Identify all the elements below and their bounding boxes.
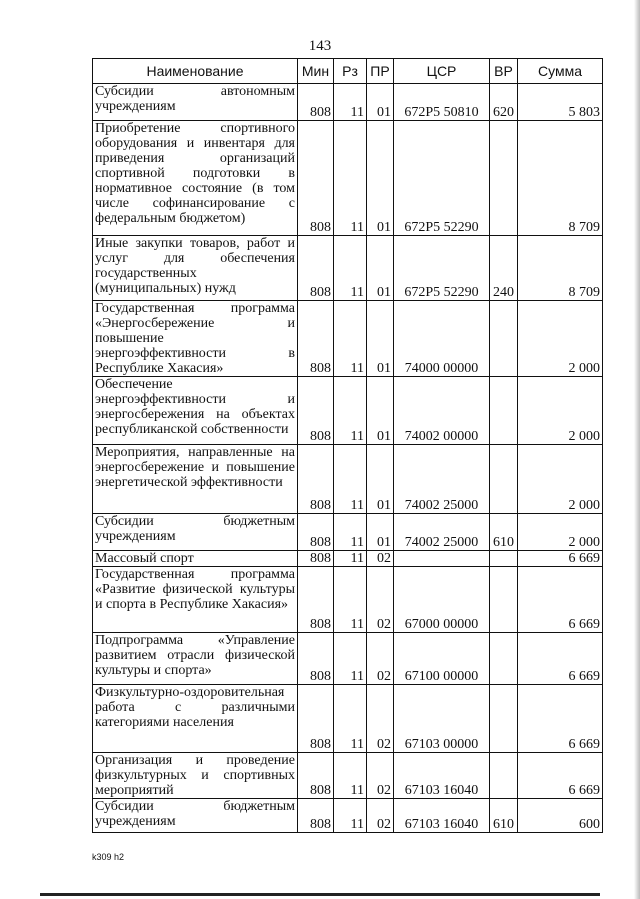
row-sum: 6 669 [518,567,603,633]
row-pr: 01 [367,514,394,551]
row-min: 808 [298,567,334,633]
row-min: 808 [298,121,334,236]
row-vr [490,551,518,567]
row-min: 808 [298,301,334,377]
row-pr: 02 [367,567,394,633]
row-csr: 67103 00000 [394,685,490,753]
table-row [93,377,603,445]
header-row [93,59,603,84]
row-sum: 2 000 [518,377,603,445]
row-min: 808 [298,551,334,567]
row-name: Организация и проведение физкультурных и спортивных мероприятий [93,753,298,799]
row-name: Субсидии бюджетным учреждениям [93,799,298,833]
row-name: Физкультурно-оздоровительная работа с различными категориями населения [93,685,298,753]
table-row [93,445,603,514]
row-sum: 2 000 [518,445,603,514]
row-vr [490,753,518,799]
row-vr: 240 [490,236,518,301]
row-rz: 11 [334,84,367,121]
row-rz: 11 [334,633,367,685]
row-sum: 2 000 [518,514,603,551]
row-rz: 11 [334,799,367,833]
row-vr: 610 [490,799,518,833]
row-min: 808 [298,799,334,833]
row-vr [490,445,518,514]
row-csr: 67103 16040 [394,799,490,833]
row-csr: 74002 00000 [394,377,490,445]
row-vr [490,633,518,685]
table-row [93,236,603,301]
row-rz: 11 [334,377,367,445]
header-sum: Сумма [518,59,603,84]
row-vr [490,301,518,377]
row-vr [490,685,518,753]
header-csr: ЦСР [394,59,490,84]
table-row [93,121,603,236]
row-vr [490,377,518,445]
row-csr: 74002 25000 [394,445,490,514]
row-sum: 8 709 [518,121,603,236]
row-name: Субсидии автономным учреждениям [93,84,298,121]
row-rz: 11 [334,121,367,236]
row-sum: 6 669 [518,753,603,799]
row-name: Подпрограмма «Управление развитием отрасли физической культуры и спорта» [93,633,298,685]
row-sum: 6 669 [518,633,603,685]
table-row [93,514,603,551]
row-pr: 01 [367,445,394,514]
budget-table [92,58,603,833]
row-name: Иные закупки товаров, работ и услуг для обеспечения государственных (муниципальных) нужд [93,236,298,301]
row-vr [490,121,518,236]
header-pr: ПР [367,59,394,84]
row-pr: 02 [367,685,394,753]
row-rz: 11 [334,567,367,633]
table-row [93,799,603,833]
row-pr: 01 [367,236,394,301]
table-row [93,567,603,633]
row-csr: 672Р5 50810 [394,84,490,121]
row-vr: 620 [490,84,518,121]
header-vr: ВР [490,59,518,84]
row-min: 808 [298,84,334,121]
table-row [93,84,603,121]
row-csr: 67100 00000 [394,633,490,685]
row-rz: 11 [334,445,367,514]
header-rz: Рз [334,59,367,84]
header-min: Мин [298,59,334,84]
row-name: Государственная программа «Энергосбережение и повышение энергоэффективности в Республике Хакасия» [93,301,298,377]
table-row [93,685,603,753]
row-name: Приобретение спортивного оборудования и инвентаря для приведения организаций спортивной подготовки в нормативное состояние (в том числе софинансирование с федеральным бюджетом) [93,121,298,236]
row-pr: 02 [367,753,394,799]
scan-artifact-line [40,893,600,896]
row-rz: 11 [334,685,367,753]
row-min: 808 [298,377,334,445]
row-name: Обеспечение энергоэффективности и энергосбережения на объектах республиканской собственности [93,377,298,445]
row-sum: 8 709 [518,236,603,301]
row-rz: 11 [334,301,367,377]
row-sum: 5 803 [518,84,603,121]
row-min: 808 [298,685,334,753]
row-min: 808 [298,514,334,551]
table-row [93,633,603,685]
row-rz: 11 [334,753,367,799]
row-pr: 02 [367,799,394,833]
row-min: 808 [298,753,334,799]
row-csr: 672Р5 52290 [394,236,490,301]
row-sum: 6 669 [518,685,603,753]
row-min: 808 [298,445,334,514]
header-name: Наименование [93,59,298,84]
table-row [93,551,603,567]
row-sum: 6 669 [518,551,603,567]
row-pr: 01 [367,301,394,377]
row-pr: 01 [367,84,394,121]
row-csr: 67103 16040 [394,753,490,799]
scan-artifact-edge [634,0,640,899]
row-sum: 2 000 [518,301,603,377]
row-min: 808 [298,236,334,301]
row-vr: 610 [490,514,518,551]
table-row [93,753,603,799]
footer-code: k309 h2 [92,852,125,862]
table-row [93,301,603,377]
row-csr [394,551,490,567]
row-vr [490,567,518,633]
row-csr: 67000 00000 [394,567,490,633]
row-name: Массовый спорт [93,551,298,567]
row-pr: 01 [367,121,394,236]
row-csr: 74002 25000 [394,514,490,551]
page-number: 143 [308,38,332,54]
row-name: Мероприятия, направленные на энергосбережение и повышение энергетической эффективности [93,445,298,514]
row-rz: 11 [334,551,367,567]
row-name: Субсидии бюджетным учреждениям [93,514,298,551]
row-csr: 672Р5 52290 [394,121,490,236]
row-min: 808 [298,633,334,685]
row-rz: 11 [334,236,367,301]
row-name: Государственная программа «Развитие физической культуры и спорта в Республике Хакасия» [93,567,298,633]
row-pr: 02 [367,633,394,685]
row-csr: 74000 00000 [394,301,490,377]
row-pr: 01 [367,377,394,445]
row-rz: 11 [334,514,367,551]
row-sum: 600 [518,799,603,833]
row-pr: 02 [367,551,394,567]
